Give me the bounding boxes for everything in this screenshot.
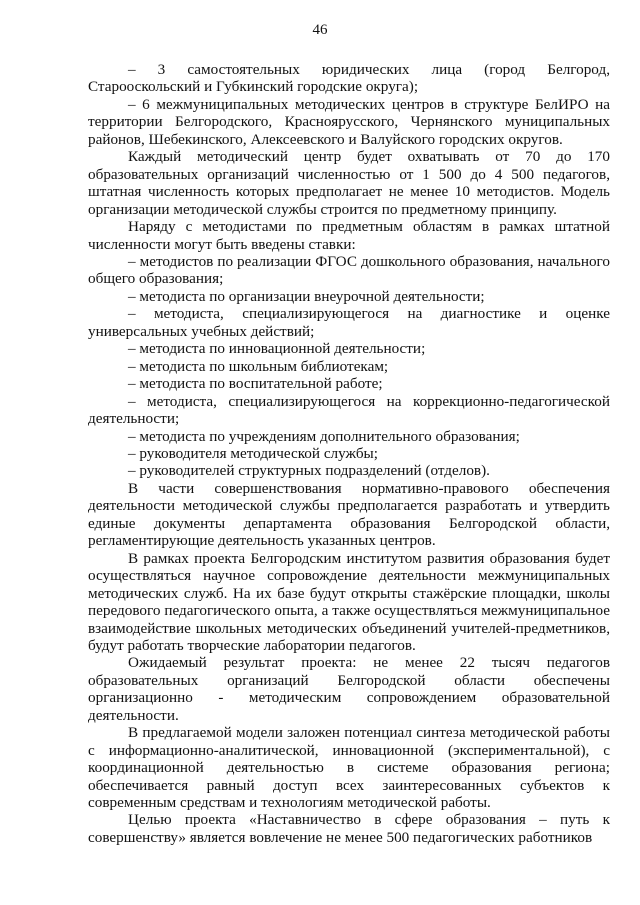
paragraph-center-coverage: Каждый методический центр будет охватывать от 70 до 170 образовательных организаций численностью от 1 500 до 4 500 педагогов, штатная численность которых предполагает не менее 10 методистов. Модель организации методической службы строится по предметному принципу. (88, 148, 610, 218)
paragraph-staff-positions-intro: Наряду с методистами по предметным областям в рамках штатной численности могут быть введены ставки: (88, 218, 610, 253)
list-item-extracurricular: – методиста по организации внеурочной деятельности; (128, 287, 485, 305)
list-item-fgos-methodologists: – методистов по реализации ФГОС дошкольного образования, начального общего образования; (88, 252, 610, 288)
list-item-additional-education: – методиста по учреждениям дополнительного образования; (128, 427, 520, 445)
list-item-innovation: – методиста по инновационной деятельности; (128, 340, 426, 358)
paragraph-expected-result: Ожидаемый результат проекта: не менее 22 тысяч педагогов образовательных организаций Белгородской области обеспечены организационно - методическим сопровождением образовательной деятельности. (88, 654, 610, 724)
list-item-service-head: – руководителя методической службы; (128, 444, 378, 462)
list-item-diagnostics: – методиста, специализирующегося на диагностике и оценке универсальных учебных действий; (88, 305, 610, 340)
paragraph-scientific-support: В рамках проекта Белгородским институтом развития образования будет осуществляться научное сопровождение деятельности межмуниципальных методических служб. На их базе будут открыты стажёрские площадки, школы передового педагогического опыта, а также осуществляться межмуниципальное взаимодействие школьных методических объединений учителей-предметников, будут работать творческие лаборатории педагогов. (88, 549, 610, 654)
list-item-libraries: – методиста по школьным библиотекам; (128, 357, 389, 375)
paragraph-intermunicipal-centers: – 6 межмуниципальных методических центров в структуре БелИРО на территории Белгородского, Красноярусского, Чернянского муниципальных районов, Шебекинского, Алексеевского и Валуйского городских округов. (88, 95, 610, 148)
paragraph-mentorship-goal: Целью проекта «Наставничество в сфере образования – путь к совершенству» является вовлечение не менее 500 педагогических работников (88, 811, 610, 846)
list-item-correctional: – методиста, специализирующегося на коррекционно-педагогической деятельности; (88, 392, 610, 428)
paragraph-legal-entities: – 3 самостоятельных юридических лица (город Белгород, Старооскольский и Губкинский городские округа); (88, 61, 610, 96)
paragraph-model-potential: В предлагаемой модели заложен потенциал синтеза методической работы с информационно-аналитической, инновационной (экспериментальной), с координационной деятельностью в системе образования региона; обеспечивается равный доступ всех заинтересованных субъектов к современным средствам и технологиям методической работы. (88, 724, 610, 812)
page-number: 46 (312, 22, 328, 38)
list-item-department-heads: – руководителей структурных подразделений (отделов). (128, 462, 490, 480)
list-item-upbringing: – методиста по воспитательной работе; (128, 375, 383, 393)
document-body (88, 61, 610, 846)
paragraph-regulatory-support: В части совершенствования нормативно-правового обеспечения деятельности методической службы предполагается разработать и утвердить единые документы департамента образования Белгородской области, регламентирующие деятельность указанных центров. (88, 479, 610, 550)
